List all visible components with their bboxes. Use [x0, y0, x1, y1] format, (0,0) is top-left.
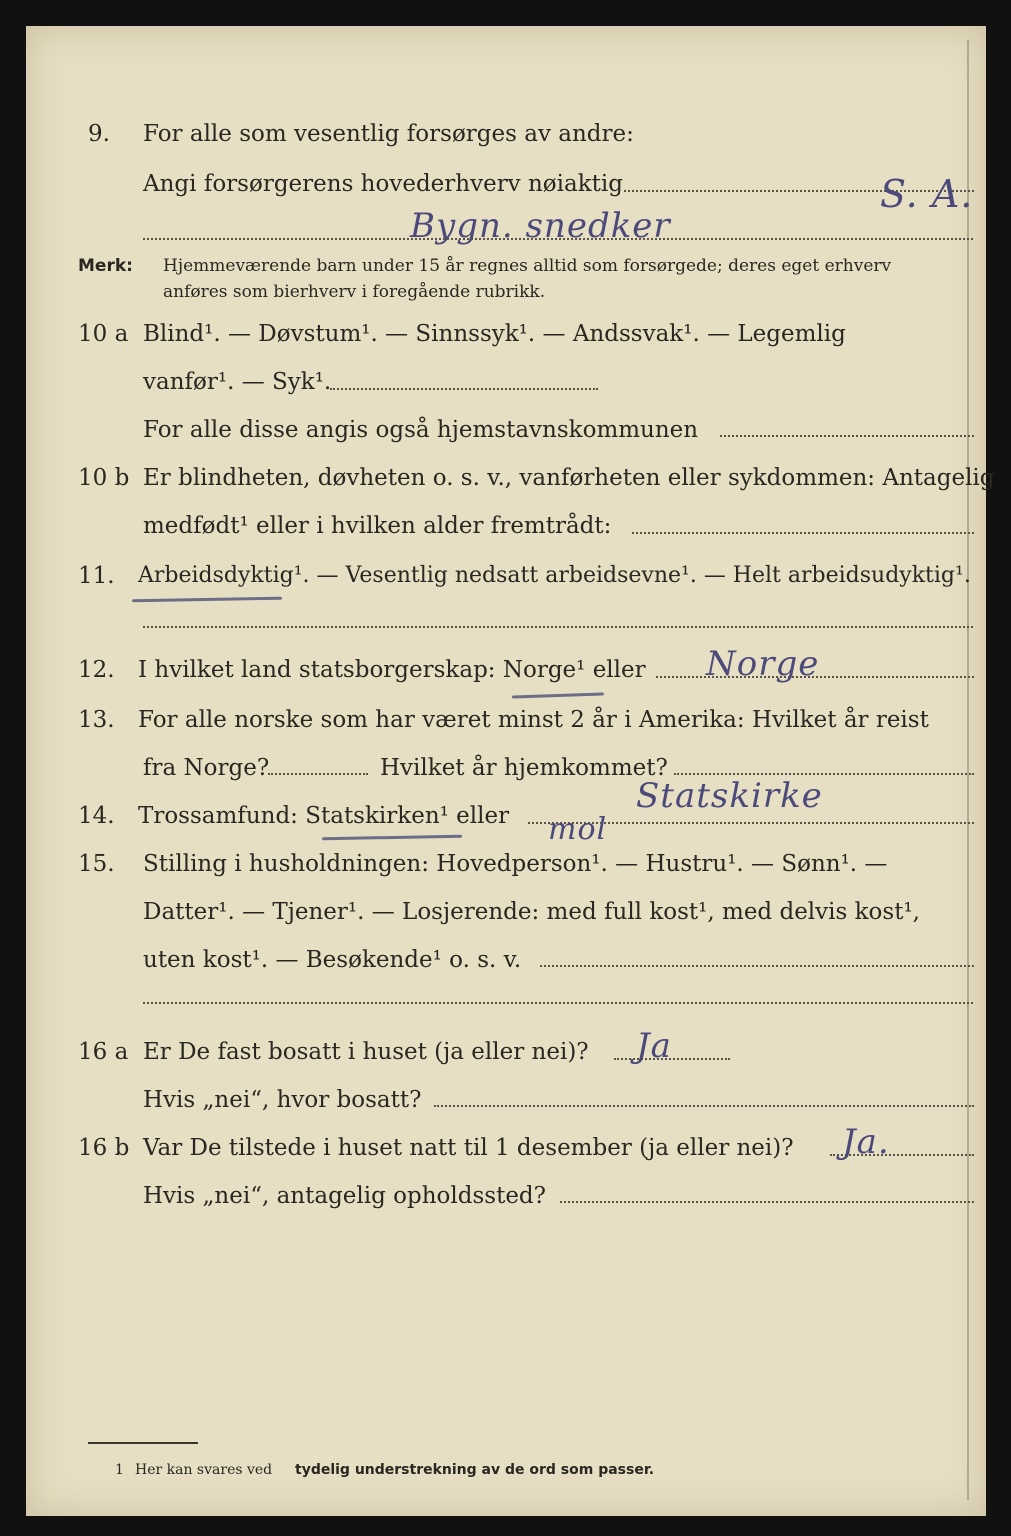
- q10a-line3: For alle disse angis også hjemstavnskommunen: [143, 417, 699, 443]
- q16b-number: 16 b: [78, 1135, 130, 1161]
- q13-fill-line2: [674, 773, 974, 775]
- q16b-fill-line2: [560, 1201, 974, 1203]
- merk-line2: anføres som bierhverv i foregående rubrikk.: [163, 282, 546, 302]
- q15-line3: uten kost¹. — Besøkende¹ o. s. v.: [143, 947, 522, 973]
- q13-number: 13.: [78, 707, 115, 733]
- q10a-line2: vanfør¹. — Syk¹.: [143, 369, 332, 395]
- q9-mark-handwritten: S. A.: [880, 172, 974, 216]
- q13-line2b: Hvilket år hjemkommet?: [380, 755, 668, 781]
- q13-line2a: fra Norge?: [143, 755, 270, 781]
- q10a-fill-line: [330, 388, 598, 390]
- q10b-fill-line: [632, 532, 974, 534]
- q14-line1: Trossamfund: Statskirken¹ eller: [138, 803, 510, 829]
- q10b-line1: Er blindheten, døvheten o. s. v., vanførheten eller sykdommen: Antagelig: [143, 465, 995, 491]
- q10b-line2: medfødt¹ eller i hvilken alder fremtrådt:: [143, 513, 612, 539]
- q16b-line2: Hvis „nei“, antagelig opholdssted?: [143, 1183, 546, 1209]
- merk-line1: Hjemmeværende barn under 15 år regnes alltid som forsørgede; deres eget erhverv: [163, 256, 892, 276]
- q13-line1: For alle norske som har været minst 2 år i Amerika: Hvilket år reist: [138, 707, 929, 733]
- q16a-fill-line2: [434, 1105, 974, 1107]
- footnote-text-b: tydelig understrekning av de ord som passer.: [295, 1462, 655, 1478]
- footnote-mark: 1: [115, 1462, 124, 1478]
- q10a-fill-line2: [720, 435, 974, 437]
- q16a-number: 16 a: [78, 1039, 129, 1065]
- q12-answer-handwritten: Norge: [706, 644, 820, 684]
- q9-number: 9.: [88, 121, 110, 147]
- q16a-line2: Hvis „nei“, hvor bosatt?: [143, 1087, 422, 1113]
- q16a-line1: Er De fast bosatt i huset (ja eller nei)?: [143, 1039, 589, 1065]
- q14-number: 14.: [78, 803, 115, 829]
- q9-answer-handwritten: Bygn. snedker: [410, 206, 671, 246]
- footnote-text-a: Her kan svares ved: [135, 1462, 273, 1478]
- q11-number: 11.: [78, 563, 115, 589]
- q14-mark-handwritten: mol: [548, 812, 608, 847]
- q14-answer-handwritten: Statskirke: [636, 776, 823, 816]
- q12-line1: I hvilket land statsborgerskap: Norge¹ eller: [138, 657, 646, 683]
- q12-number: 12.: [78, 657, 115, 683]
- q13-fill-line1: [268, 773, 368, 775]
- q15-number: 15.: [78, 851, 115, 877]
- q10a-number: 10 a: [78, 321, 129, 347]
- merk-label: Merk:: [78, 256, 133, 276]
- q16a-fill-line: [614, 1058, 730, 1060]
- q16b-answer-handwritten: Ja.: [842, 1122, 890, 1162]
- q10b-number: 10 b: [78, 465, 130, 491]
- footnote-rule: [88, 1442, 198, 1444]
- page-fold-line: [967, 40, 969, 1500]
- q15-fill-line: [540, 965, 974, 967]
- q11-fill-line: [143, 626, 973, 628]
- q15-line2: Datter¹. — Tjener¹. — Losjerende: med full kost¹, med delvis kost¹,: [143, 899, 920, 925]
- q15-fill-line2: [143, 1002, 973, 1004]
- q11-line1: Arbeidsdyktig¹. — Vesentlig nedsatt arbeidsevne¹. — Helt arbeidsudyktig¹.: [138, 563, 971, 588]
- q9-line1: For alle som vesentlig forsørges av andre:: [143, 121, 634, 147]
- q9-line2: Angi forsørgerens hovederhverv nøiaktig: [143, 171, 623, 197]
- q9-answer-line: [143, 238, 973, 240]
- q10a-line1: Blind¹. — Døvstum¹. — Sinnssyk¹. — Andssvak¹. — Legemlig: [143, 321, 846, 347]
- q15-line1: Stilling i husholdningen: Hovedperson¹. — Hustru¹. — Sønn¹. —: [143, 851, 888, 877]
- q16b-line1: Var De tilstede i huset natt til 1 desember (ja eller nei)?: [143, 1135, 794, 1161]
- q16a-answer-handwritten: Ja: [636, 1026, 672, 1066]
